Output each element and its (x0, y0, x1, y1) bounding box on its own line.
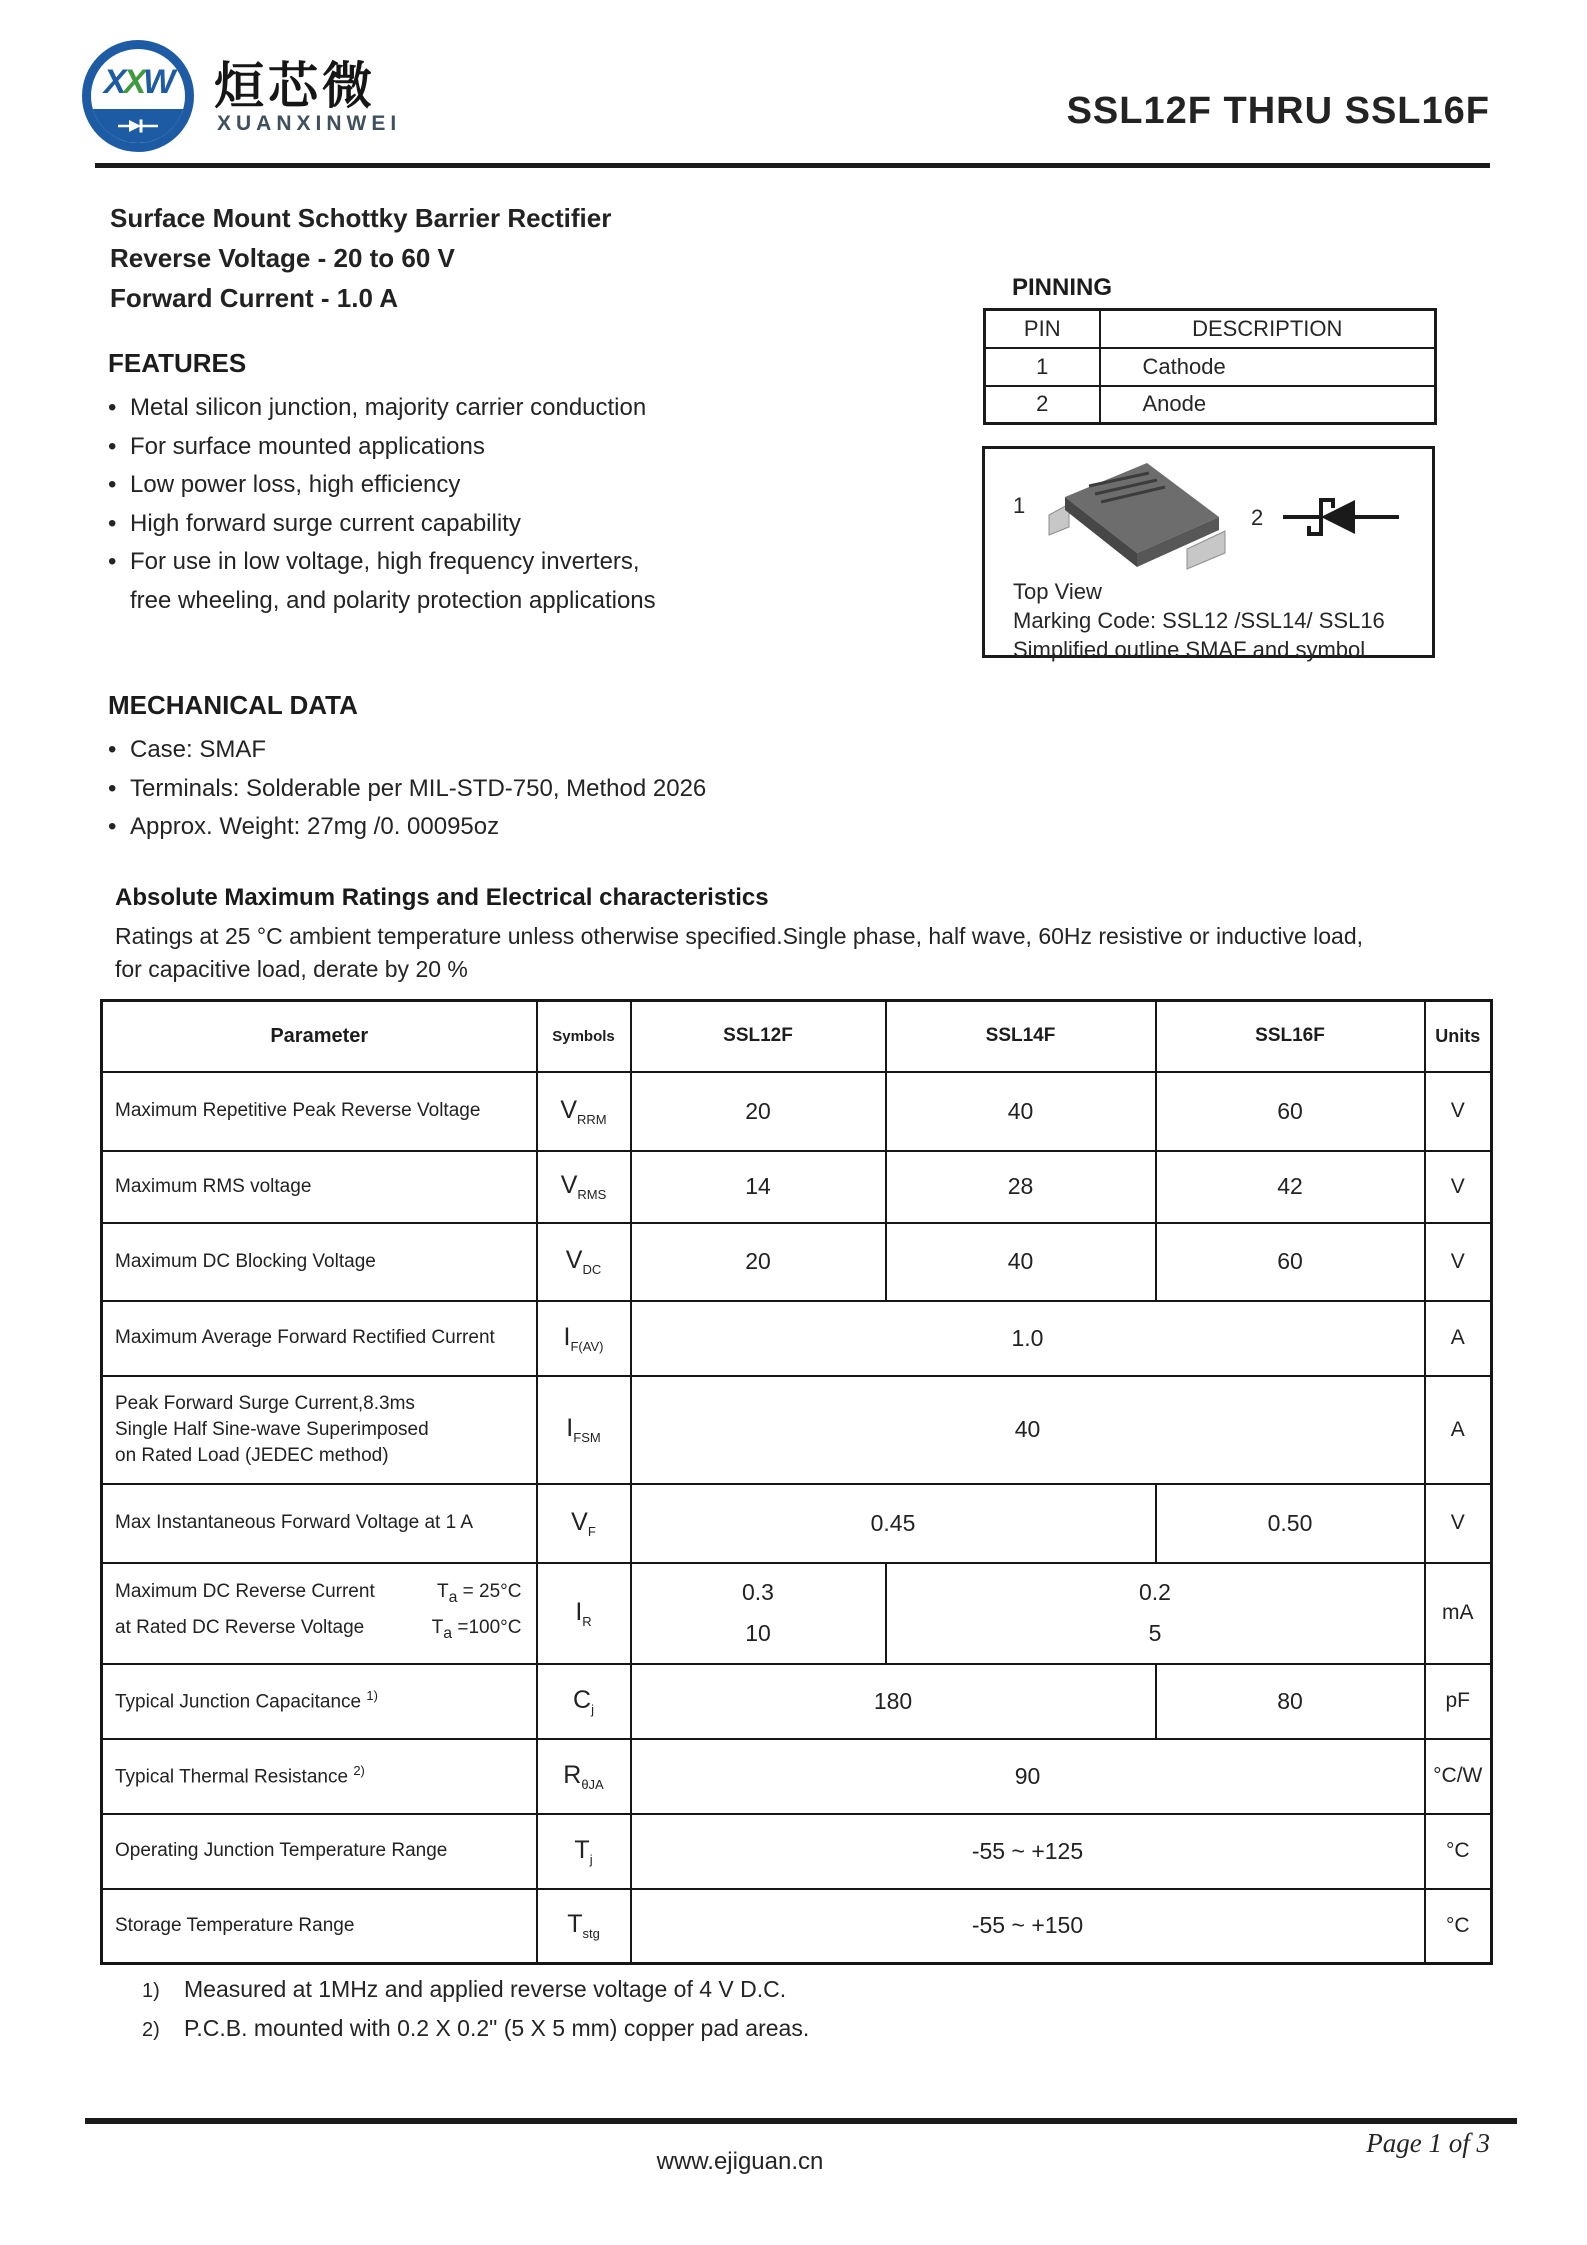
value-cell: -55 ~ +150 (631, 1889, 1425, 1964)
parameter-header: Parameter (102, 1001, 537, 1072)
unit-cell: V (1425, 1072, 1492, 1151)
pin-description: Anode (1100, 386, 1436, 424)
parameter-cell: Maximum Repetitive Peak Reverse Voltage (102, 1072, 537, 1151)
table-row-vrms (102, 1151, 1492, 1223)
table-row-vdc (102, 1223, 1492, 1301)
value-cell: -55 ~ +125 (631, 1814, 1425, 1889)
pinning-header-row (985, 310, 1436, 348)
units-header: Units (1425, 1001, 1492, 1072)
feature-item: • High forward surge current capability (108, 505, 656, 544)
parameter-cell: Peak Forward Surge Current,8.3ms Single Half Sine-wave Superimposed on Rated Load (JEDEC method) (102, 1376, 537, 1484)
value-cell: 42 (1156, 1151, 1425, 1223)
bullet-icon: • (108, 394, 117, 421)
summary-line: Reverse Voltage - 20 to 60 V (110, 243, 455, 273)
pin-column-header: PIN (985, 310, 1100, 348)
table-row-vf (102, 1484, 1492, 1563)
value-cell: 40 (631, 1376, 1425, 1484)
product-summary (110, 198, 611, 318)
symbol-cell: $V_{RRM}$ (537, 1072, 631, 1151)
footnotes (142, 1976, 809, 2054)
value-cell: 28 (886, 1151, 1156, 1223)
value-cell: 0.3 10 (631, 1563, 886, 1664)
value-cell: 40 (886, 1223, 1156, 1301)
symbol-cell: $V_{RMS}$ (537, 1151, 631, 1223)
table-row-cj (102, 1664, 1492, 1739)
unit-cell: °C (1425, 1889, 1492, 1964)
brand-name-chinese: 烜芯微 (214, 58, 376, 114)
footer-divider (85, 2118, 1517, 2124)
symbol-cell: $T_{stg}$ (537, 1889, 631, 1964)
pin-number: 2 (985, 386, 1100, 424)
condition: $T_a =100^\circ C$ (431, 1617, 522, 1642)
table-header-row (102, 1001, 1492, 1072)
symbol-cell: $I_R$ (537, 1563, 631, 1664)
bullet-icon: • (108, 509, 117, 537)
symbol-cell: $I_{F(AV)}$ (537, 1301, 631, 1376)
parameter-cell: Operating Junction Temperature Range (102, 1814, 537, 1889)
mechanical-list (108, 731, 706, 847)
value-cell: 40 (886, 1072, 1156, 1151)
diode-icon (118, 118, 158, 134)
page-number: Page 1 of 3 (1366, 2128, 1490, 2158)
unit-cell: A (1425, 1376, 1492, 1484)
parameter-cell: Typical Junction Capacitance $^{1)}$ (102, 1664, 537, 1739)
value-cell: 20 (631, 1072, 886, 1151)
pinning-table (983, 308, 1437, 425)
logo-letter: W (143, 63, 173, 101)
unit-cell: mA (1425, 1563, 1492, 1664)
brand-name-english: XUANXINWEI (217, 112, 402, 135)
value-cell: 1.0 (631, 1301, 1425, 1376)
package-captions (1013, 577, 1385, 664)
page-title: SSL12F THRU SSL16F (1066, 90, 1490, 132)
package-outline-box (982, 446, 1435, 662)
symbol-cell: $T_j$ (537, 1814, 631, 1889)
parameter-cell: Maximum DC Reverse Current $T_a = 25^\circ C$ at Rated DC Reverse Voltage $T_a =100^\circ C$ (102, 1563, 537, 1664)
feature-item: • For surface mounted applications (108, 428, 656, 467)
features-heading: FEATURES (108, 348, 247, 378)
value-cell: 14 (631, 1151, 886, 1223)
top-view-caption: Top View (1013, 579, 1102, 604)
table-row-vrrm (102, 1072, 1492, 1151)
schottky-diode-symbol-icon (1281, 491, 1405, 543)
feature-item: • Metal silicon junction, majority carrier conduction (108, 389, 656, 428)
value-cell: 0.50 (1156, 1484, 1425, 1563)
header-divider (95, 163, 1490, 168)
logo-initials (91, 63, 185, 102)
marking-code-caption: Marking Code: SSL12 /SSL14/ SSL16 (1013, 608, 1385, 633)
value-cell: 0.2 5 (886, 1563, 1425, 1664)
unit-cell: pF (1425, 1664, 1492, 1739)
footnote-1: 1) Measured at 1MHz and applied reverse voltage of 4 V D.C. (142, 1976, 787, 2002)
pin-description: Cathode (1100, 348, 1436, 386)
characteristics-table (100, 999, 1493, 1965)
unit-cell: V (1425, 1484, 1492, 1563)
mechanical-item: • Terminals: Solderable per MIL-STD-750, Method 2026 (108, 770, 706, 809)
parameter-cell: Max Instantaneous Forward Voltage at 1 A (102, 1484, 537, 1563)
website-url: www.ejiguan.cn (656, 2148, 824, 2175)
summary-line: Forward Current - 1.0 A (110, 283, 398, 313)
value-cell: 20 (631, 1223, 886, 1301)
table-row-ifsm (102, 1376, 1492, 1484)
ratings-heading: Absolute Maximum Ratings and Electrical characteristics (115, 884, 769, 911)
features-list (108, 389, 656, 582)
unit-cell: °C/W (1425, 1739, 1492, 1814)
table-row-tstg (102, 1889, 1492, 1964)
mechanical-item: • Approx. Weight: 27mg /0. 00095oz (108, 808, 706, 847)
pin1-label: 1 (1013, 493, 1026, 518)
feature-item-continuation: free wheeling, and polarity protection applications (130, 586, 656, 614)
parameter-cell: Maximum DC Blocking Voltage (102, 1223, 537, 1301)
logo-letter: X (123, 63, 144, 101)
symbol-cell: $V_F$ (537, 1484, 631, 1563)
bullet-icon: • (108, 774, 117, 802)
pinning-heading: PINNING (1012, 274, 1113, 301)
pin-number: 1 (985, 348, 1100, 386)
logo-diode-band (91, 109, 185, 143)
table-row (985, 348, 1436, 386)
smaf-package-icon (1037, 457, 1247, 582)
parameter-cell: Typical Thermal Resistance $^{2)}$ (102, 1739, 537, 1814)
symbol-cell: $V_{DC}$ (537, 1223, 631, 1301)
symbol-cell: $C_j$ (537, 1664, 631, 1739)
bullet-icon: • (108, 432, 117, 460)
value-cell: 60 (1156, 1223, 1425, 1301)
description-column-header: DESCRIPTION (1100, 310, 1436, 348)
footnote-2: 2) P.C.B. mounted with 0.2 X 0.2" (5 X 5 mm) copper pad areas. (142, 2015, 810, 2041)
table-row (985, 386, 1436, 424)
unit-cell: V (1425, 1223, 1492, 1301)
bullet-icon: • (108, 813, 117, 840)
logo-circle (82, 40, 194, 152)
table-row-ifav (102, 1301, 1492, 1376)
value-cell: 180 (631, 1664, 1156, 1739)
value-cell: 0.45 (631, 1484, 1156, 1563)
bullet-icon: • (108, 548, 117, 575)
unit-cell: V (1425, 1151, 1492, 1223)
symbols-header: Symbols (537, 1001, 631, 1072)
symbol-cell: $I_{FSM}$ (537, 1376, 631, 1484)
value-cell: 90 (631, 1739, 1425, 1814)
summary-line: Surface Mount Schottky Barrier Rectifier (110, 203, 612, 233)
bullet-icon: • (108, 471, 117, 498)
condition: $T_a = 25^\circ C$ (436, 1581, 522, 1606)
ssl14f-header: SSL14F (886, 1001, 1156, 1072)
feature-item: • For use in low voltage, high frequency inverters, (108, 543, 656, 582)
parameter-cell: Maximum Average Forward Rectified Current (102, 1301, 537, 1376)
symbol-cell: $R_{\theta JA}$ (537, 1739, 631, 1814)
ssl12f-header: SSL12F (631, 1001, 886, 1072)
table-row-rthja (102, 1739, 1492, 1814)
table-row-tj (102, 1814, 1492, 1889)
parameter-cell: Storage Temperature Range (102, 1889, 537, 1964)
outline-caption: Simplified outline SMAF and symbol (1013, 637, 1366, 662)
mechanical-data-section (108, 690, 706, 847)
ratings-note: Ratings at 25 °C ambient temperature unless otherwise specified.Single phase, half wave, 60Hz resistive or inductive load, for capacitive load, derate by 20 % (115, 923, 1364, 982)
ssl16f-header: SSL16F (1156, 1001, 1425, 1072)
table-row-ir (102, 1563, 1492, 1664)
pin2-label: 2 (1251, 505, 1264, 530)
company-logo (82, 40, 194, 152)
mechanical-item: • Case: SMAF (108, 731, 706, 770)
mechanical-heading: MECHANICAL DATA (108, 690, 358, 720)
value-cell: 60 (1156, 1072, 1425, 1151)
unit-cell: °C (1425, 1814, 1492, 1889)
value-cell: 80 (1156, 1664, 1425, 1739)
logo-letter: X (103, 63, 124, 101)
parameter-cell: Maximum RMS voltage (102, 1151, 537, 1223)
features-section (108, 348, 656, 620)
feature-item: • Low power loss, high efficiency (108, 466, 656, 505)
bullet-icon: • (108, 736, 117, 763)
unit-cell: A (1425, 1301, 1492, 1376)
